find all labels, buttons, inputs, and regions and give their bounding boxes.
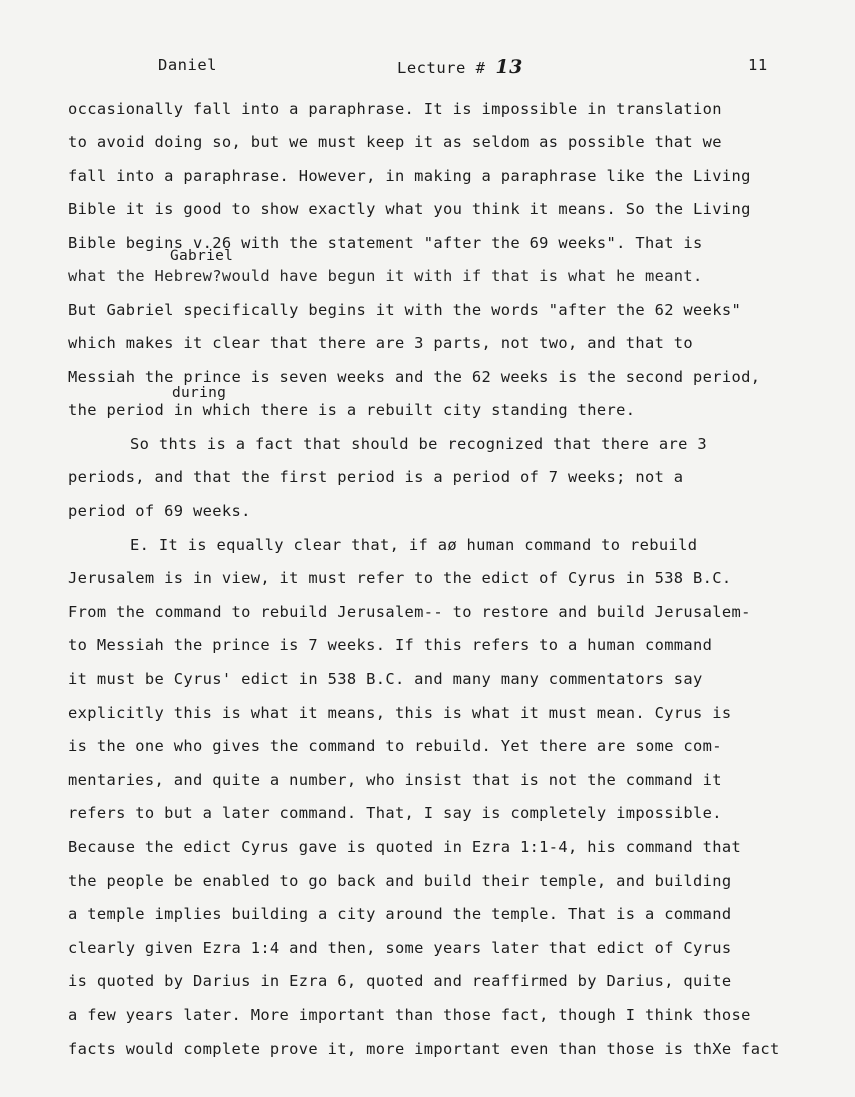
text-line: facts would complete prove it, more important even than those is thXe fact [68, 1040, 780, 1058]
text-line: But Gabriel specifically begins it with the words "after the 62 weeks" [68, 301, 742, 319]
text-line: So thts is a fact that should be recognized that there are 3 [130, 435, 707, 453]
text-line: periods, and that the first period is a period of 7 weeks; not a [68, 468, 684, 486]
text-line: which makes it clear that there are 3 parts, not two, and that to [68, 334, 694, 352]
text-line: is quoted by Darius in Ezra 6, quoted and reaffirmed by Darius, quite [68, 972, 732, 990]
text-line: refers to but a later command. That, I say is completely impossible. [68, 804, 722, 822]
text-line: a few years later. More important than those fact, though I think those [68, 1006, 751, 1024]
text-line: From the command to rebuild Jerusalem-- to restore and build Jerusalem- [68, 603, 751, 621]
header-title: Daniel [158, 56, 217, 74]
text-line: clearly given Ezra 1:4 and then, some years later that edict of Cyrus [68, 939, 732, 957]
text-line: a temple implies building a city around the temple. That is a command [68, 905, 732, 923]
text-line: Bible begins v.26 with the statement "after the 69 weeks". That is [68, 234, 703, 252]
text-line: occasionally fall into a paraphrase. It is impossible in translation [68, 100, 722, 118]
text-line: to Messiah the prince is 7 weeks. If this refers to a human command [68, 636, 713, 654]
text-line: the period in which there is a rebuilt city standing there. [68, 401, 636, 419]
lecture-number: 13 [495, 56, 523, 78]
text-line: is the one who gives the command to rebuild. Yet there are some com- [68, 737, 722, 755]
text-line: Jerusalem is in view, it must refer to the edict of Cyrus in 538 B.C. [68, 569, 732, 587]
text-line: explicitly this is what it means, this is what it must mean. Cyrus is [68, 704, 732, 722]
header-lecture [397, 56, 523, 78]
lecture-label: Lecture # [397, 59, 486, 77]
page-number: 11 [748, 56, 768, 74]
text-line: the people be enabled to go back and build their temple, and building [68, 872, 732, 890]
text-line: Because the edict Cyrus gave is quoted in Ezra 1:1-4, his command that [68, 838, 742, 856]
text-line: to avoid doing so, but we must keep it as seldom as possible that we [68, 133, 722, 151]
text-line: fall into a paraphrase. However, in making a paraphrase like the Living [68, 167, 751, 185]
interlinear-insert-during: during [172, 385, 227, 401]
text-line: mentaries, and quite a number, who insist that is not the command it [68, 771, 722, 789]
text-line: Bible it is good to show exactly what you think it means. So the Living [68, 200, 751, 218]
interlinear-insert-gabriel: Gabriel [170, 248, 234, 264]
text-line: what the Hebrew?would have begun it with if that is what he meant. [68, 267, 703, 285]
text-line: it must be Cyrus' edict in 538 B.C. and many many commentators say [68, 670, 703, 688]
text-line: period of 69 weeks. [68, 502, 251, 520]
text-line: E. It is equally clear that, if aø human command to rebuild [130, 536, 698, 554]
text-line: Messiah the prince is seven weeks and the 62 weeks is the second period, [68, 368, 761, 386]
